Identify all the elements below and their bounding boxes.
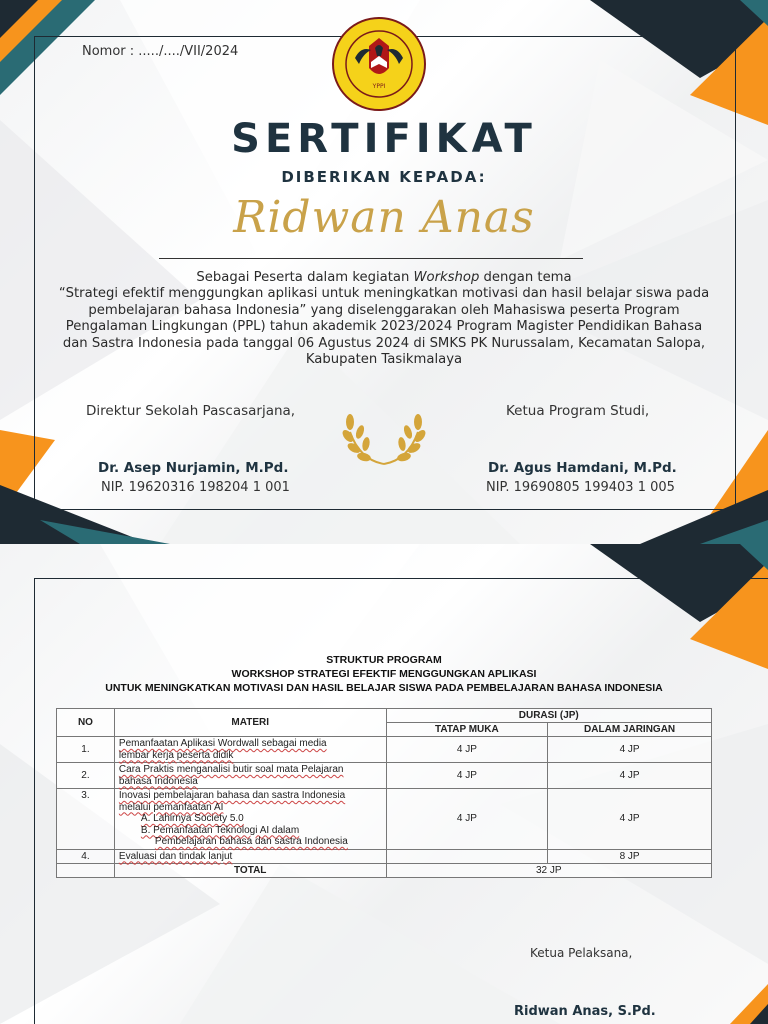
body-line-1: Sebagai Peserta dalam kegiatan Workshop dengan tema [196, 270, 572, 285]
certificate-body [40, 270, 728, 368]
col-durasi-header: DURASI (JP) [386, 709, 711, 723]
institution-logo [331, 16, 427, 112]
laurel-wreath-icon [340, 402, 428, 468]
ketua-pelaksana-name: Ridwan Anas, S.Pd. [514, 1004, 656, 1019]
svg-text:YPPI: YPPI [372, 83, 386, 90]
certificate-title: SERTIFIKAT [231, 116, 537, 162]
program-heading-3: UNTUK MENINGKATKAN MOTIVASI DAN HASIL BELAJAR SISWA PADA PEMBELAJARAN BAHASA INDONESIA [105, 682, 663, 694]
signer-left-name: Dr. Asep Nurjamin, M.Pd. [98, 460, 289, 476]
recipient-underline [159, 258, 583, 259]
ketua-pelaksana-label: Ketua Pelaksana, [530, 946, 633, 960]
table-header-row [57, 709, 712, 723]
col-tatap-header: TATAP MUKA [386, 723, 548, 737]
program-table [56, 708, 712, 878]
signer-left-title: Direktur Sekolah Pascasarjana, [86, 403, 296, 419]
body-line-6: Kabupaten Tasikmalaya [305, 352, 463, 368]
table-row: 4. Evaluasi dan tindak lanjut 8 JP [57, 849, 712, 864]
body-line-3: pembelajaran bahasa Indonesia” yang diselenggarakan oleh Mahasiswa peserta Program [88, 302, 680, 318]
table-row: 3. Inovasi pembelajaran bahasa dan sastra Indonesia melalui pemanfaatan AI A. Lahirnya Society 5.0 B. Pemanfaatan Teknologi AI dalam Pembelajaran bahasa dan sastra Indonesia 4 JP 4 JP [57, 789, 712, 850]
signer-right-nip: NIP. 19690805 199403 1 005 [486, 480, 675, 495]
signer-left-nip: NIP. 19620316 198204 1 001 [101, 480, 290, 495]
program-heading-2: WORKSHOP STRATEGI EFEKTIF MENGGUNGKAN APLIKASI [231, 668, 537, 680]
body-line-4: Pengalaman Lingkungan (PPL) tahun akademik 2023/2024 Program Magister Pendidikan Bahasa [65, 319, 703, 335]
table-row: 2. Cara Praktis menganalisi butir soal mata Pelajaran bahasa Indonesia 4 JP 4 JP [57, 763, 712, 789]
signer-right-name: Dr. Agus Hamdani, M.Pd. [488, 460, 677, 476]
col-no-header: NO [57, 709, 115, 737]
certificate-number: Nomor : ...../..../VII/2024 [82, 44, 239, 59]
body-line-5: dan Sastra Indonesia pada tanggal 06 Agustus 2024 di SMKS PK Nurussalam, Kecamatan Salopa, [62, 335, 706, 351]
program-structure-page [0, 544, 768, 1024]
table-total-row [57, 864, 712, 878]
total-value: 32 JP [386, 864, 711, 878]
total-label: TOTAL [114, 864, 386, 878]
col-materi-header: MATERI [114, 709, 386, 737]
body-line-2: “Strategi efektif menggungkan aplikasi untuk meningkatkan motivasi dan hasil belajar siswa pada [58, 286, 710, 302]
col-jaringan-header: DALAM JARINGAN [548, 723, 712, 737]
recipient-name: Ridwan Anas [233, 192, 535, 243]
signer-right-title: Ketua Program Studi, [506, 403, 650, 419]
program-heading-1: STRUKTUR PROGRAM [326, 654, 442, 666]
certificate-subtitle: DIBERIKAN KEPADA: [281, 168, 487, 186]
table-row: 1. Pemanfaatan Aplikasi Wordwall sebagai media lembar kerja peserta didik 4 JP 4 JP [57, 737, 712, 763]
